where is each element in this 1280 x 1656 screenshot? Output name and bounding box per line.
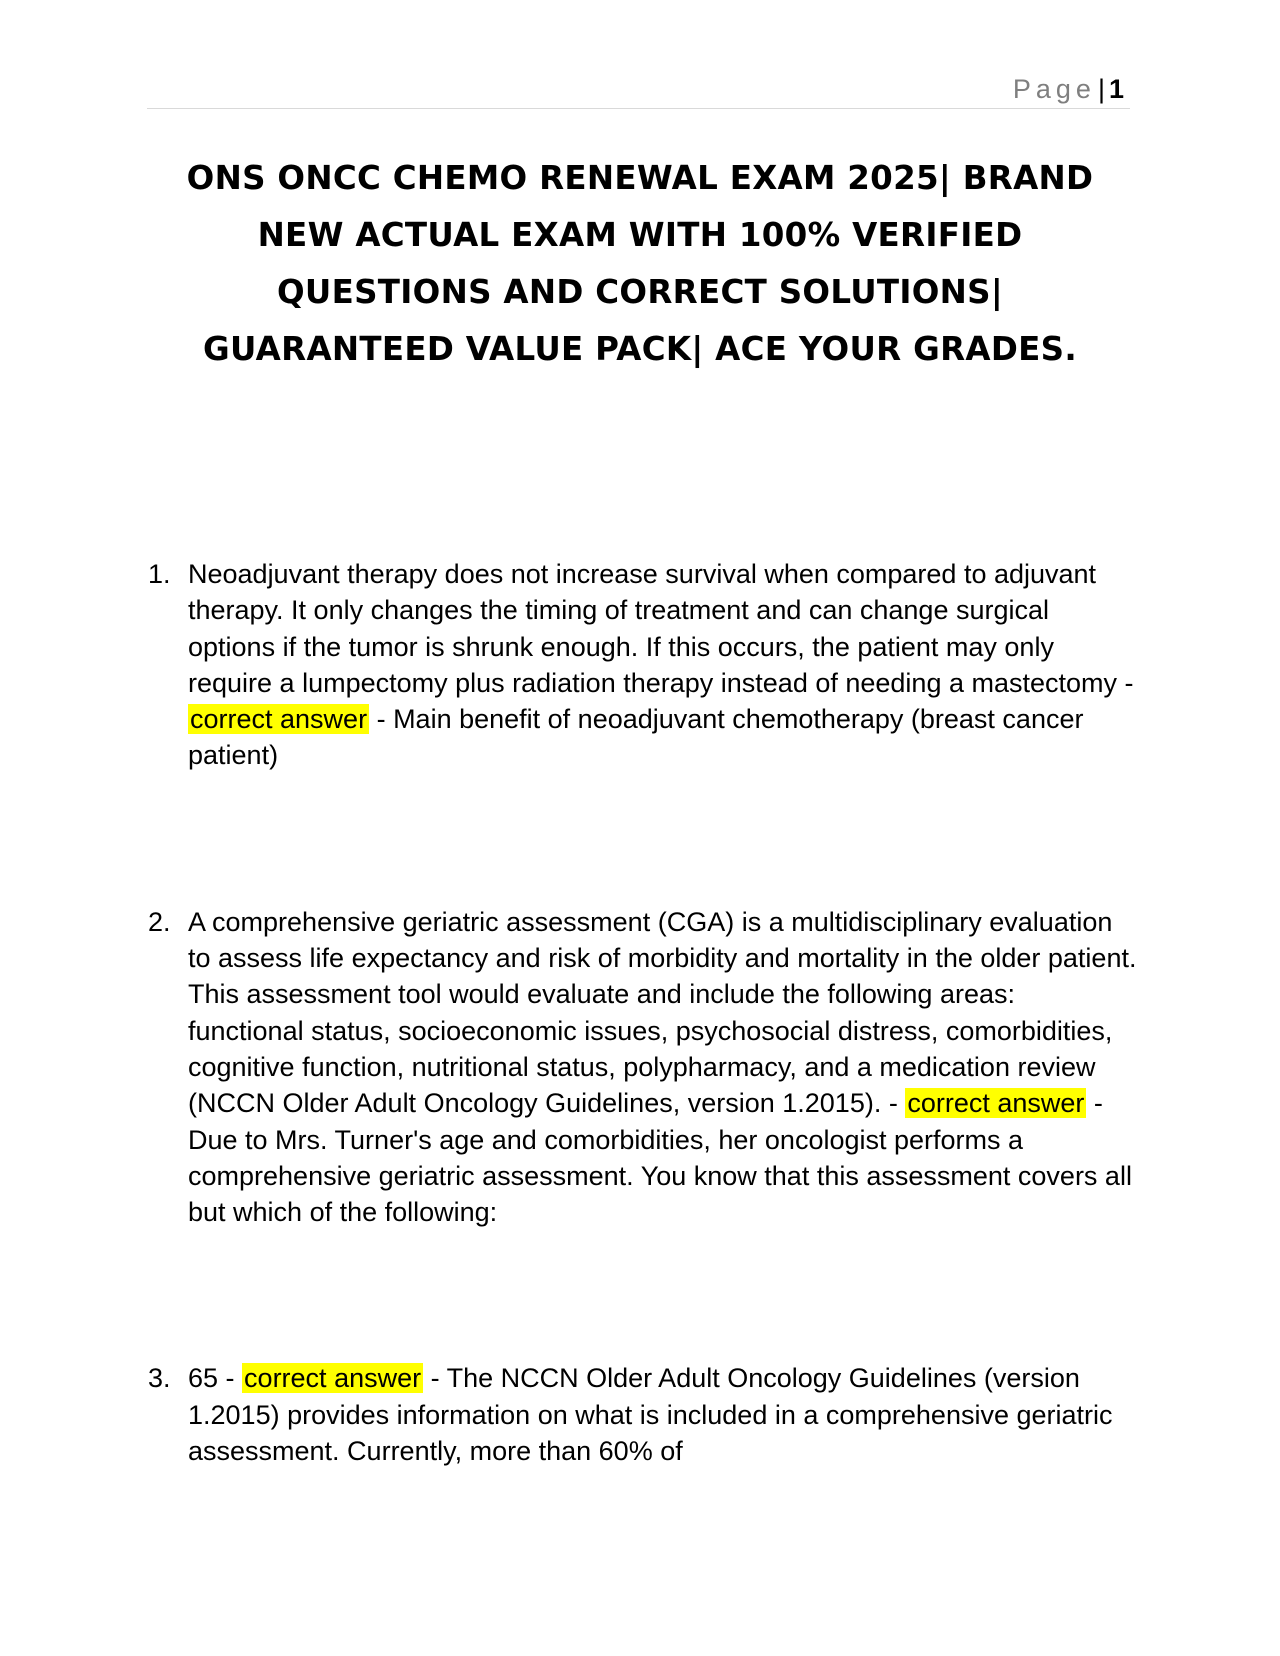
- separator: -: [423, 1363, 447, 1394]
- answer-text: A comprehensive geriatric assessment (CGA) is a multidisciplinary evaluation to assess life expectancy and risk of morbidity and mortality in the older patient. This assessment tool would evaluate and include the following areas: functional status, socioeconomic issues, psychosocial distress, comorbidities, cognitive function, nutritional status, polypharmacy, and a medication review (NCCN Older Adult Oncology Guidelines, version 1.2015).: [188, 906, 1137, 1119]
- answer-text: Neoadjuvant therapy does not increase survival when compared to adjuvant therapy. It only changes the timing of treatment and can change surgical options if the tumor is shrunk enough. If this occurs, the patient may only require a lumpectomy plus radiation therapy instead of needing a mastectomy: [188, 559, 1118, 698]
- answer-text: 65: [188, 1363, 219, 1394]
- page-header: [147, 72, 1130, 109]
- page-number: 1: [1108, 74, 1124, 104]
- qa-item: [148, 556, 1138, 774]
- question-text: Due to Mrs. Turner's age and comorbidities, her oncologist performs a comprehensive geriatric assessment. You know that this assessment covers all but which of the following:: [188, 1124, 1132, 1228]
- document-title: ONS ONCC CHEMO RENEWAL EXAM 2025| BRAND NEW ACTUAL EXAM WITH 100% VERIFIED QUESTIONS AND CORRECT SOLUTIONS| GUARANTEED VALUE PACK| ACE YOUR GRADES.: [186, 159, 1094, 368]
- qa-item: [148, 904, 1138, 1231]
- correct-answer-highlight: correct answer: [190, 704, 368, 735]
- item-number: 1.: [148, 559, 171, 589]
- qa-item: [148, 1360, 1138, 1469]
- separator: -: [218, 1363, 243, 1394]
- correct-answer-highlight: correct answer: [244, 1363, 422, 1394]
- page-number-label: [1013, 74, 1124, 105]
- separator: -: [1117, 667, 1134, 698]
- correct-answer-highlight: correct answer: [907, 1088, 1085, 1119]
- question-text: The NCCN Older Adult Oncology Guidelines (version 1.2015) provides information on what is included in a comprehensive geriatric assessment. Currently, more than 60% of: [188, 1363, 1113, 1467]
- qa-list: [148, 556, 1138, 1469]
- separator: -: [1086, 1088, 1103, 1119]
- page-separator: |: [1097, 74, 1105, 104]
- page-word: Page: [1012, 74, 1096, 104]
- separator: -: [369, 704, 394, 735]
- separator: -: [881, 1088, 906, 1119]
- item-number: 2.: [148, 906, 171, 937]
- item-number: 3.: [148, 1363, 171, 1394]
- question-text: Main benefit of neoadjuvant chemotherapy (breast cancer patient): [188, 704, 1084, 771]
